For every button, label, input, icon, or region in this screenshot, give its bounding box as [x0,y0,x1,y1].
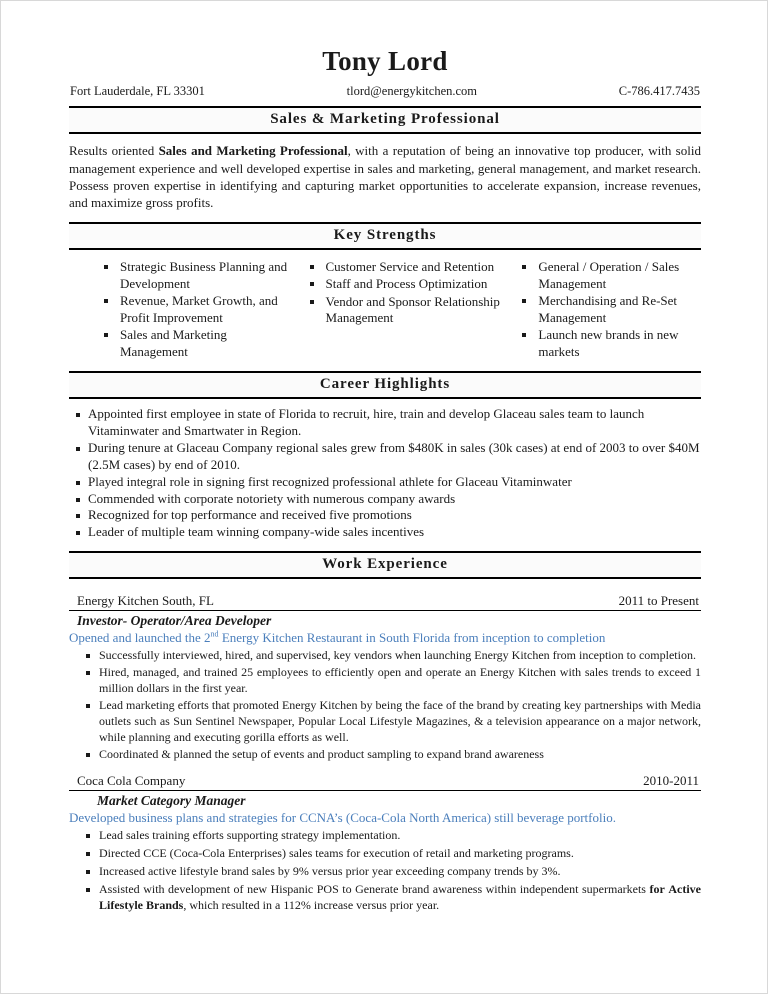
list-item: Lead marketing efforts that promoted Energy Kitchen by being the face of the brand by creating key partnerships with Media outlets such as Sun Sentinel Newspaper, Popular Local Lifestyle Magazines, & a television appearance on a major network, while planning and executing gorilla efforts as well. [69,698,701,746]
list-item: Vendor and Sponsor Relationship Management [309,294,512,328]
job-title: Market Category Manager [97,793,246,809]
job-company-name: Energy Kitchen South, FL [77,593,214,609]
list-item: Commended with corporate notoriety with numerous company awards [69,491,701,508]
key-strengths-columns [69,259,701,361]
job-lead-post: Energy Kitchen Restaurant in South Florida from inception to completion [218,630,606,646]
list-item: Staff and Process Optimization [309,276,512,293]
list-item: Leader of multiple team winning company-wide sales incentives [69,524,701,541]
ordinal-suffix: nd [210,629,219,639]
section-bar-career-highlights: Career Highlights [69,371,701,399]
key-strengths-column-2 [297,259,512,361]
job-entry-energy-kitchen [69,593,701,763]
job-header [69,773,701,791]
bullet-bold-brands: Active Lifestyle Brands [99,882,702,913]
list-item: Strategic Business Planning and Development [103,259,297,293]
job-title: Investor- Operator/Area Developer [77,613,272,629]
list-item: Revenue, Market Growth, and Profit Improvement [103,293,297,327]
bullet-bold-for: for [649,882,665,897]
list-item: Sales and Marketing Management [103,327,297,361]
section-bar-work-experience: Work Experience [69,551,701,579]
list-item: During tenure at Glaceau Company regional sales grew from $480K in sales (30k cases) at end of 2003 to over $40M (2.5M cases) by end of 2010. [69,440,701,474]
list-item: Successfully interviewed, hired, and supervised, key vendors when launching Energy Kitchen from inception to completion. [69,648,701,664]
list-item: Recognized for top performance and received five promotions [69,507,701,524]
summary-bold: Sales and Marketing Professional [158,143,348,159]
list-item: Directed CCE (Coca-Cola Enterprises) sales teams for execution of retail and marketing programs. [69,846,701,862]
resume-content [69,47,701,924]
key-strengths-column-1 [69,259,297,361]
list-item: Coordinated & planned the setup of events and product sampling to expand brand awareness [69,747,701,763]
job-bullet-list [69,648,701,763]
candidate-name: Tony Lord [322,46,448,76]
list-item: Merchandising and Re-Set Management [521,293,701,327]
contact-location: Fort Lauderdale, FL 33301 [70,84,205,99]
career-highlights-list [69,406,701,541]
bullet-post: , which resulted in a 112% increase versus prior year. [183,898,440,913]
job-lead-statement [69,630,701,646]
key-strengths-column-3 [511,259,701,361]
list-item: General / Operation / Sales Management [521,259,701,293]
job-lead-pre: Opened and launched the 2 [69,630,211,646]
bullet-pre: Assisted with development of new Hispanic POS to Generate brand awareness within independent supermarkets [99,882,650,897]
job-lead-pre: Developed business plans and strategies for CCNA’s (Coca-Cola North America) still beverage portfolio. [69,810,616,826]
summary-pre: Results oriented [69,143,159,159]
summary-post: , with a reputation of being an innovative top producer, with solid management experience and well developed expertise in sales and marketing, general management, and market research. Possess proven expertise in identifying and capturing market opportunities to accelerate expansion, increase revenues, and maximize gross profits. [69,143,701,210]
job-dates: 2010-2011 [643,773,699,789]
list-item-mixed [69,882,701,914]
list-item: Increased active lifestyle brand sales by 9% versus prior year exceeding company trends by 3%. [69,864,701,880]
list-item: Customer Service and Retention [309,259,512,276]
section-bar-key-strengths: Key Strengths [69,222,701,250]
list-item: Appointed first employee in state of Florida to recruit, hire, train and develop Glaceau sales team to launch Vitaminwater and Smartwater in Region. [69,406,701,440]
list-item: Lead sales training efforts supporting strategy implementation. [69,828,701,844]
contact-row [69,84,701,99]
job-lead-statement [69,810,701,826]
contact-email[interactable]: tlord@energykitchen.com [346,84,478,99]
job-bullet-list [69,828,701,914]
section-bar-professional-title: Sales & Marketing Professional [69,106,701,134]
work-experience-list [69,593,701,914]
job-entry-coca-cola [69,773,701,914]
professional-summary [69,142,701,211]
job-header [69,593,701,611]
contact-phone: C-786.417.7435 [618,84,700,99]
list-item: Hired, managed, and trained 25 employees to efficiently open and operate an Energy Kitchen with sales trends to exceed 1 million dollars in the first year. [69,665,701,697]
list-item: Played integral role in signing first recognized professional athlete for Glaceau Vitaminwater [69,474,701,491]
job-company-name: Coca Cola Company [77,773,186,789]
job-dates: 2011 to Present [618,593,699,609]
list-item: Launch new brands in new markets [521,327,701,361]
